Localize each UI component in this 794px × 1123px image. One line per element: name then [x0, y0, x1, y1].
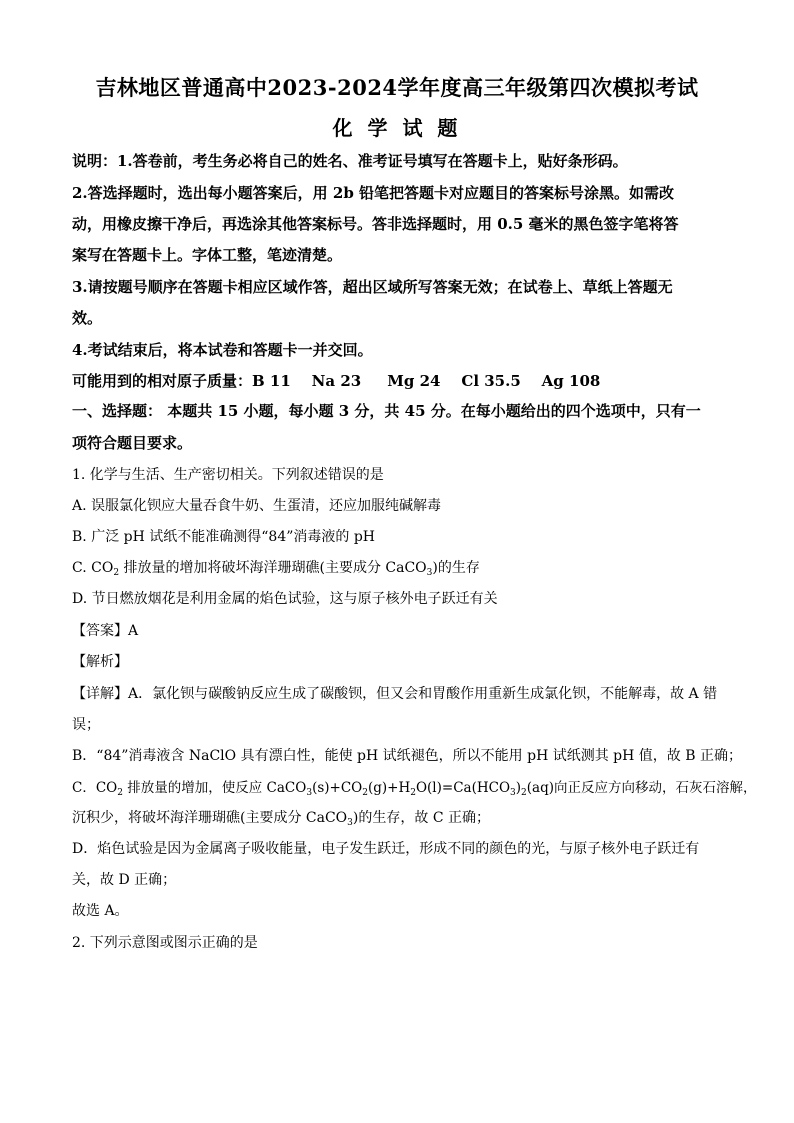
section-heading-line-1: 一、选择题： 本题共 15 小题，每小题 3 分，共 45 分。在每小题给出的四个选项中，只有一: [72, 402, 701, 420]
detail-line-5: 沉积少，将破坏海洋珊瑚礁(主要成分 CaCO$_3$)的生存，故 C 正确；: [72, 810, 490, 828]
detail-line-2: 误；: [72, 717, 100, 733]
detail-line-6: D．焰色试验是因为金属离子吸收能量，电子发生跃迁，形成不同的颜色的光，与原子核外电子跃迁有: [72, 841, 700, 857]
question-1-option-d: D. 节日燃放烟花是利用金属的焰色试验，这与原子核外电子跃迁有关: [72, 591, 498, 607]
exam-subtitle: 化 学 试 题: [332, 116, 462, 140]
question-1-option-b: B. 广泛 pH 试纸不能准确测得“84”消毒液的 pH: [72, 529, 376, 545]
exam-title: 吉林地区普通高中2023-2024学年度高三年级第四次模拟考试: [95, 75, 699, 100]
question-1-option-c: C. $CO_2$ 排放量的增加将破坏海洋珊瑚礁(主要成分 CaCO$_3$)的生存: [72, 560, 480, 578]
analysis-label: 【解析】: [72, 654, 128, 670]
instruction-line-1: 说明：1.答卷前，考生务必将自己的姓名、准考证号填写在答题卡上，贴好条形码。: [72, 152, 628, 170]
detail-line-7: 关，故 D 正确；: [72, 872, 177, 888]
detail-line-1: 【详解】A．氯化钡与碳酸钠反应生成了碳酸钡，但又会和胃酸作用重新生成氯化钡，不能解毒，故 A 错: [72, 686, 718, 702]
atomic-mass-line: 可能用到的相对原子质量：B 11 Na 23 Mg 24 Cl 35.5 Ag 108: [72, 372, 601, 390]
detail-line-3: B．“84”消毒液含 NaClO 具有漂白性，能使 pH 试纸褪色，所以不能用 pH 试纸测其 pH 值，故 B 正确；: [72, 748, 742, 764]
instruction-line-3: 动，用橡皮擦干净后，再选涂其他答案标号。答非选择题时，用 0.5 毫米的黑色签字笔将答: [72, 215, 679, 233]
detail-line-4: C．$CO_2$ 排放量的增加，使反应 $CaCO_3(s)+CO_2(g)+H_2O(l)=Ca(HCO_3)_2(aq)$向正反应方向移动，石灰石溶解，: [72, 780, 757, 798]
question-2-stem: 2. 下列示意图或图示正确的是: [72, 935, 258, 951]
question-1-option-a: A. 误服氯化钡应大量吞食牛奶、生蛋清，还应加服纯碱解毒: [72, 498, 442, 514]
instruction-line-7: 4.考试结束后，将本试卷和答题卡一并交回。: [72, 341, 373, 359]
question-1-stem: 1. 化学与生活、生产密切相关。下列叙述错误的是: [72, 467, 384, 483]
instruction-line-2: 2.答选择题时，选出每小题答案后，用 2b 铅笔把答题卡对应题目的答案标号涂黑。如需改: [72, 184, 675, 202]
instruction-line-4: 案写在答题卡上。字体工整，笔迹清楚。: [72, 246, 343, 264]
instruction-line-6: 效。: [72, 309, 103, 327]
instruction-line-5: 3.请按题号顺序在答题卡相应区域作答，超出区域所写答案无效；在试卷上、草纸上答题无: [72, 278, 673, 296]
conclusion-line: 故选 A。: [72, 903, 129, 919]
answer-label: 【答案】A: [72, 623, 139, 639]
section-heading-line-2: 项符合题目要求。: [72, 434, 193, 452]
